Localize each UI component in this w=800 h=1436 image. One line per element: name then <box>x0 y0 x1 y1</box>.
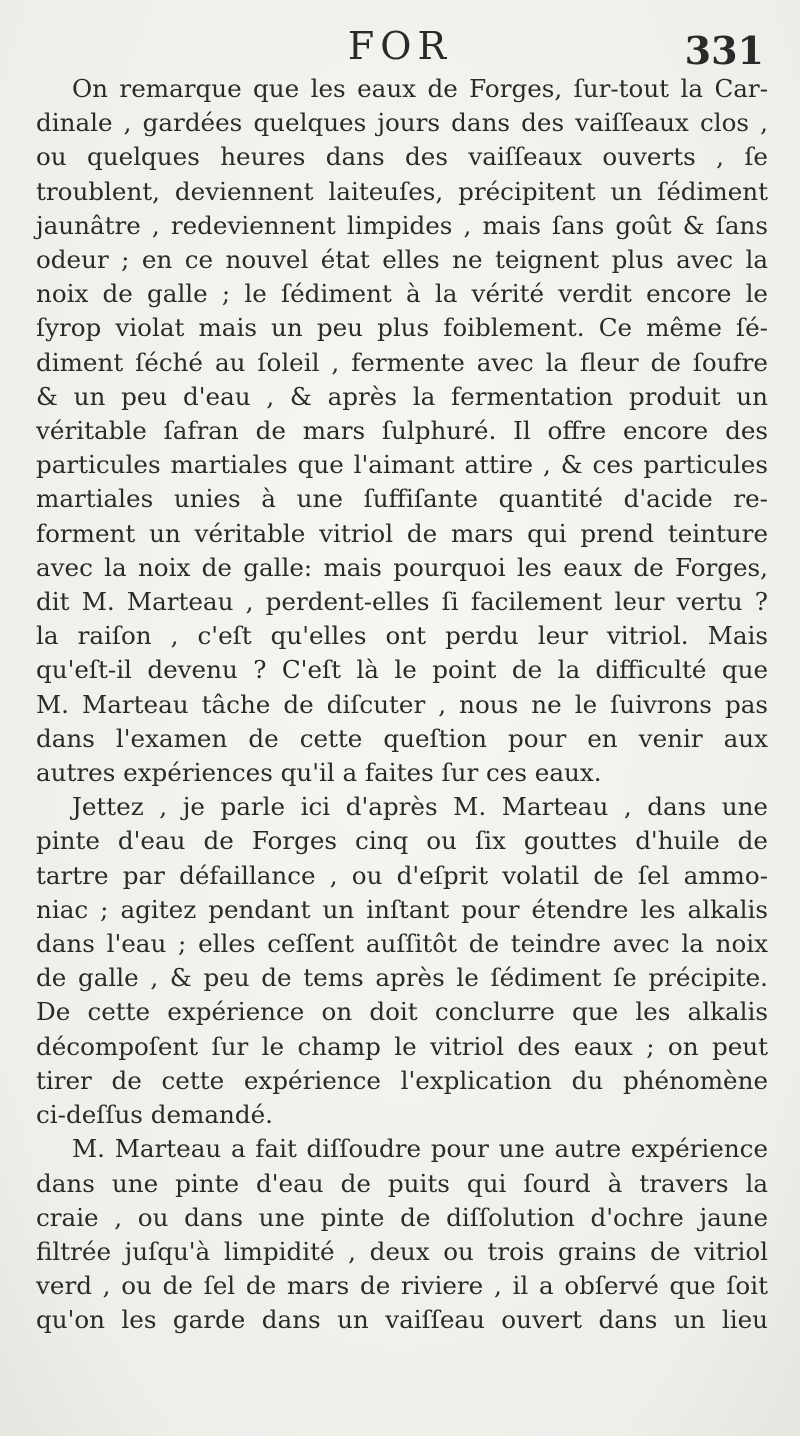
text-line: tartre par défaillance , ou d'eſprit volatil de ſel ammo- <box>36 860 768 890</box>
text-line: odeur ; en ce nouvel état elles ne teignent plus avec la <box>36 245 768 275</box>
text-line: noix de galle ; le ſédiment à la vérité verdit encore le <box>36 279 768 309</box>
text-line: décompoſent ſur le champ le vitriol des eaux ; on peut <box>36 1031 768 1061</box>
text-line: verd , ou de ſel de mars de riviere , il a obſervé que ſoit <box>36 1271 768 1301</box>
text-line: de galle , & peu de tems après le ſédiment ſe précipite. <box>36 963 768 993</box>
text-line: M. Marteau a fait diſſoudre pour une autre expérience <box>72 1134 768 1164</box>
text-line: diment ſéché au ſoleil , fermente avec la fleur de ſoufre <box>36 347 768 377</box>
text-line: niac ; agitez pendant un inſtant pour étendre les alkalis <box>36 894 768 924</box>
text-line: craie , ou dans une pinte de diſſolution d'ochre jaune <box>36 1202 768 1232</box>
running-title: FOR <box>347 24 453 68</box>
page-number: 331 <box>684 28 764 73</box>
text-line: forment un véritable vitriol de mars qui prend teinture <box>36 518 768 548</box>
text-line: M. Marteau tâche de diſcuter , nous ne le ſuivrons pas <box>36 689 768 719</box>
text-line: dans une pinte d'eau de puits qui ſourd à travers la <box>36 1168 768 1198</box>
text-line: véritable ſafran de mars ſulphuré. Il offre encore des <box>36 416 768 446</box>
text-line: & un peu d'eau , & après la fermentation produit un <box>36 381 768 411</box>
text-line: troublent, deviennent laiteuſes, précipitent un ſédiment <box>36 176 768 206</box>
text-line: filtrée juſqu'à limpidité , deux ou trois grains de vitriol <box>36 1236 768 1266</box>
text-line: pinte d'eau de Forges cinq ou ſix gouttes d'huile de <box>36 826 768 856</box>
text-line: martiales unies à une ſuffiſante quantité d'acide re- <box>36 484 768 514</box>
text-line: ſyrop violat mais un peu plus foiblement. Ce même ſé- <box>36 313 768 343</box>
text-line: jaunâtre , redeviennent limpides , mais ſans goût & ſans <box>36 210 768 240</box>
text-line: avec la noix de galle: mais pourquoi les eaux de Forges, <box>36 552 768 582</box>
body-text <box>36 72 768 1338</box>
text-line: Jettez , je parle ici d'après M. Marteau , dans une <box>72 792 768 822</box>
text-line: qu'eſt-il devenu ? C'eſt là le point de la difficulté que <box>36 655 768 685</box>
running-head <box>0 24 800 76</box>
text-line: autres expériences qu'il a faites ſur ces eaux. <box>36 758 602 788</box>
text-line: la raiſon , c'eſt qu'elles ont perdu leur vitriol. Mais <box>36 621 768 651</box>
text-line: dinale , gardées quelques jours dans des vaiſſeaux clos , <box>36 108 768 138</box>
text-line: dit M. Marteau , perdent-elles ſi facilement leur vertu ? <box>36 587 768 617</box>
text-line: De cette expérience on doit conclurre que les alkalis <box>36 997 768 1027</box>
text-line: On remarque que les eaux de Forges, ſur-tout la Car- <box>72 74 768 103</box>
text-line: particules martiales que l'aimant attire , & ces particules <box>36 450 768 480</box>
text-line: ou quelques heures dans des vaiſſeaux ouverts , ſe <box>36 142 768 172</box>
text-line: qu'on les garde dans un vaiſſeau ouvert dans un lieu <box>36 1305 768 1335</box>
text-line: ci-deſſus demandé. <box>36 1100 273 1130</box>
text-line: tirer de cette expérience l'explication du phénomène <box>36 1065 768 1095</box>
text-line: dans l'examen de cette queſtion pour en venir aux <box>36 723 768 753</box>
text-line: dans l'eau ; elles ceſſent auſſitôt de teindre avec la noix <box>36 929 768 959</box>
